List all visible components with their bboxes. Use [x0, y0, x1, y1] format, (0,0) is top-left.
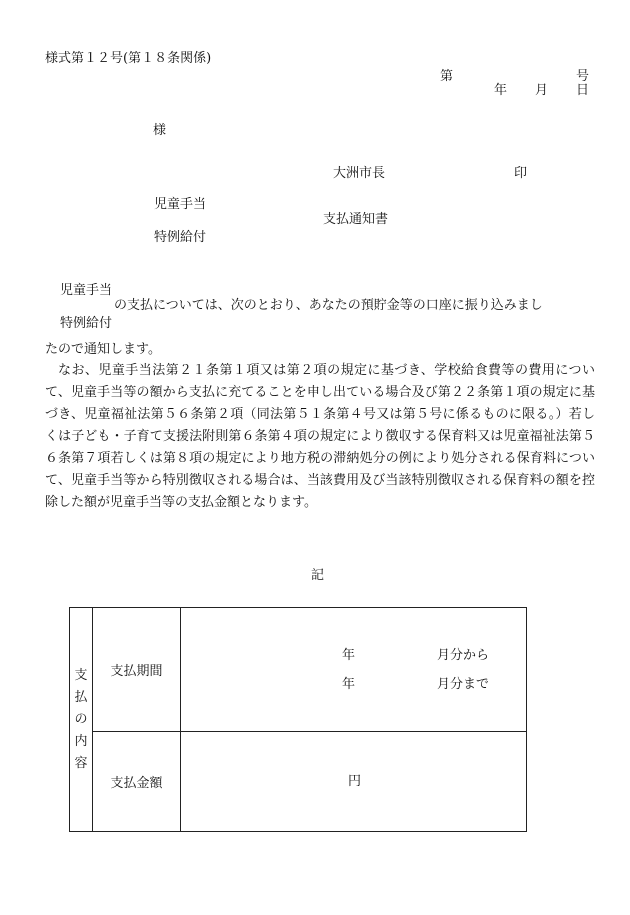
- period-from-month: 月分から: [437, 648, 490, 663]
- vertical-char: 支: [74, 667, 88, 683]
- body-paragraph-2: [45, 360, 595, 514]
- period-from-year: 年: [342, 648, 356, 663]
- doc-number-suffix: 号: [576, 69, 590, 84]
- vertical-char: 払: [74, 689, 88, 705]
- form-number: 様式第１２号(第１８条関係): [45, 51, 212, 66]
- title-option-special-benefit: 特例給付: [154, 230, 207, 245]
- body-line-1-continued: たので通知します。: [45, 342, 161, 357]
- body-paragraph-2-text: なお、児童手当法第２１条第１項又は第２項の規定に基づき、学校給食費等の費用について、児童手当等の額から支払に充てることを申し出ている場合及び第２２条第１項の規定に基づき、児童福祉法第５６条第２項（同法第５１条第４号又は第５号に係るものに限る。）若しくは子ども・子育て支援法附則第６条第４項の規定により徴収する保育料又は児童福祉法第５６条第７項若しくは第８項の規定により地方税の滞納処分の例により処分される保育料について、児童手当等から特別徴収される場合は、当該費用及び当該特別徴収される保育料の額を控除した額が児童手当等の支払金額となります。: [45, 363, 595, 510]
- vertical-char: 内: [74, 733, 88, 749]
- payment-amount-label: 支払金額: [93, 732, 181, 832]
- payment-content-label: [70, 608, 93, 832]
- date-day: 日: [576, 83, 590, 98]
- vertical-char: の: [74, 711, 88, 727]
- vertical-label: [70, 665, 92, 775]
- body-option-child-allowance: 児童手当: [60, 283, 113, 298]
- date-month: 月: [535, 83, 549, 98]
- title-option-child-allowance: 児童手当: [154, 197, 207, 212]
- body-option-special-benefit: 特例給付: [60, 316, 113, 331]
- ki-heading: 記: [311, 568, 325, 583]
- doc-number-prefix: 第: [440, 69, 454, 84]
- payment-period-label: 支払期間: [93, 608, 181, 732]
- period-to-month: 月分まで: [437, 677, 490, 692]
- payment-details-table: [69, 607, 527, 832]
- vertical-char: 容: [74, 755, 88, 771]
- document-title: 支払通知書: [323, 212, 389, 227]
- amount-unit: 円: [348, 774, 362, 789]
- payment-amount-row: [70, 732, 527, 832]
- sender-seal: 印: [514, 166, 528, 181]
- body-line-1: の支払については、次のとおり、あなたの預貯金等の口座に振り込みまし: [114, 298, 543, 313]
- addressee-honorific: 様: [153, 123, 167, 138]
- payment-period-value: [181, 608, 527, 732]
- payment-amount-value: [181, 732, 527, 832]
- period-to-year: 年: [342, 677, 356, 692]
- sender-name: 大洲市長: [333, 166, 386, 181]
- date-year: 年: [494, 83, 508, 98]
- payment-period-row: [70, 608, 527, 732]
